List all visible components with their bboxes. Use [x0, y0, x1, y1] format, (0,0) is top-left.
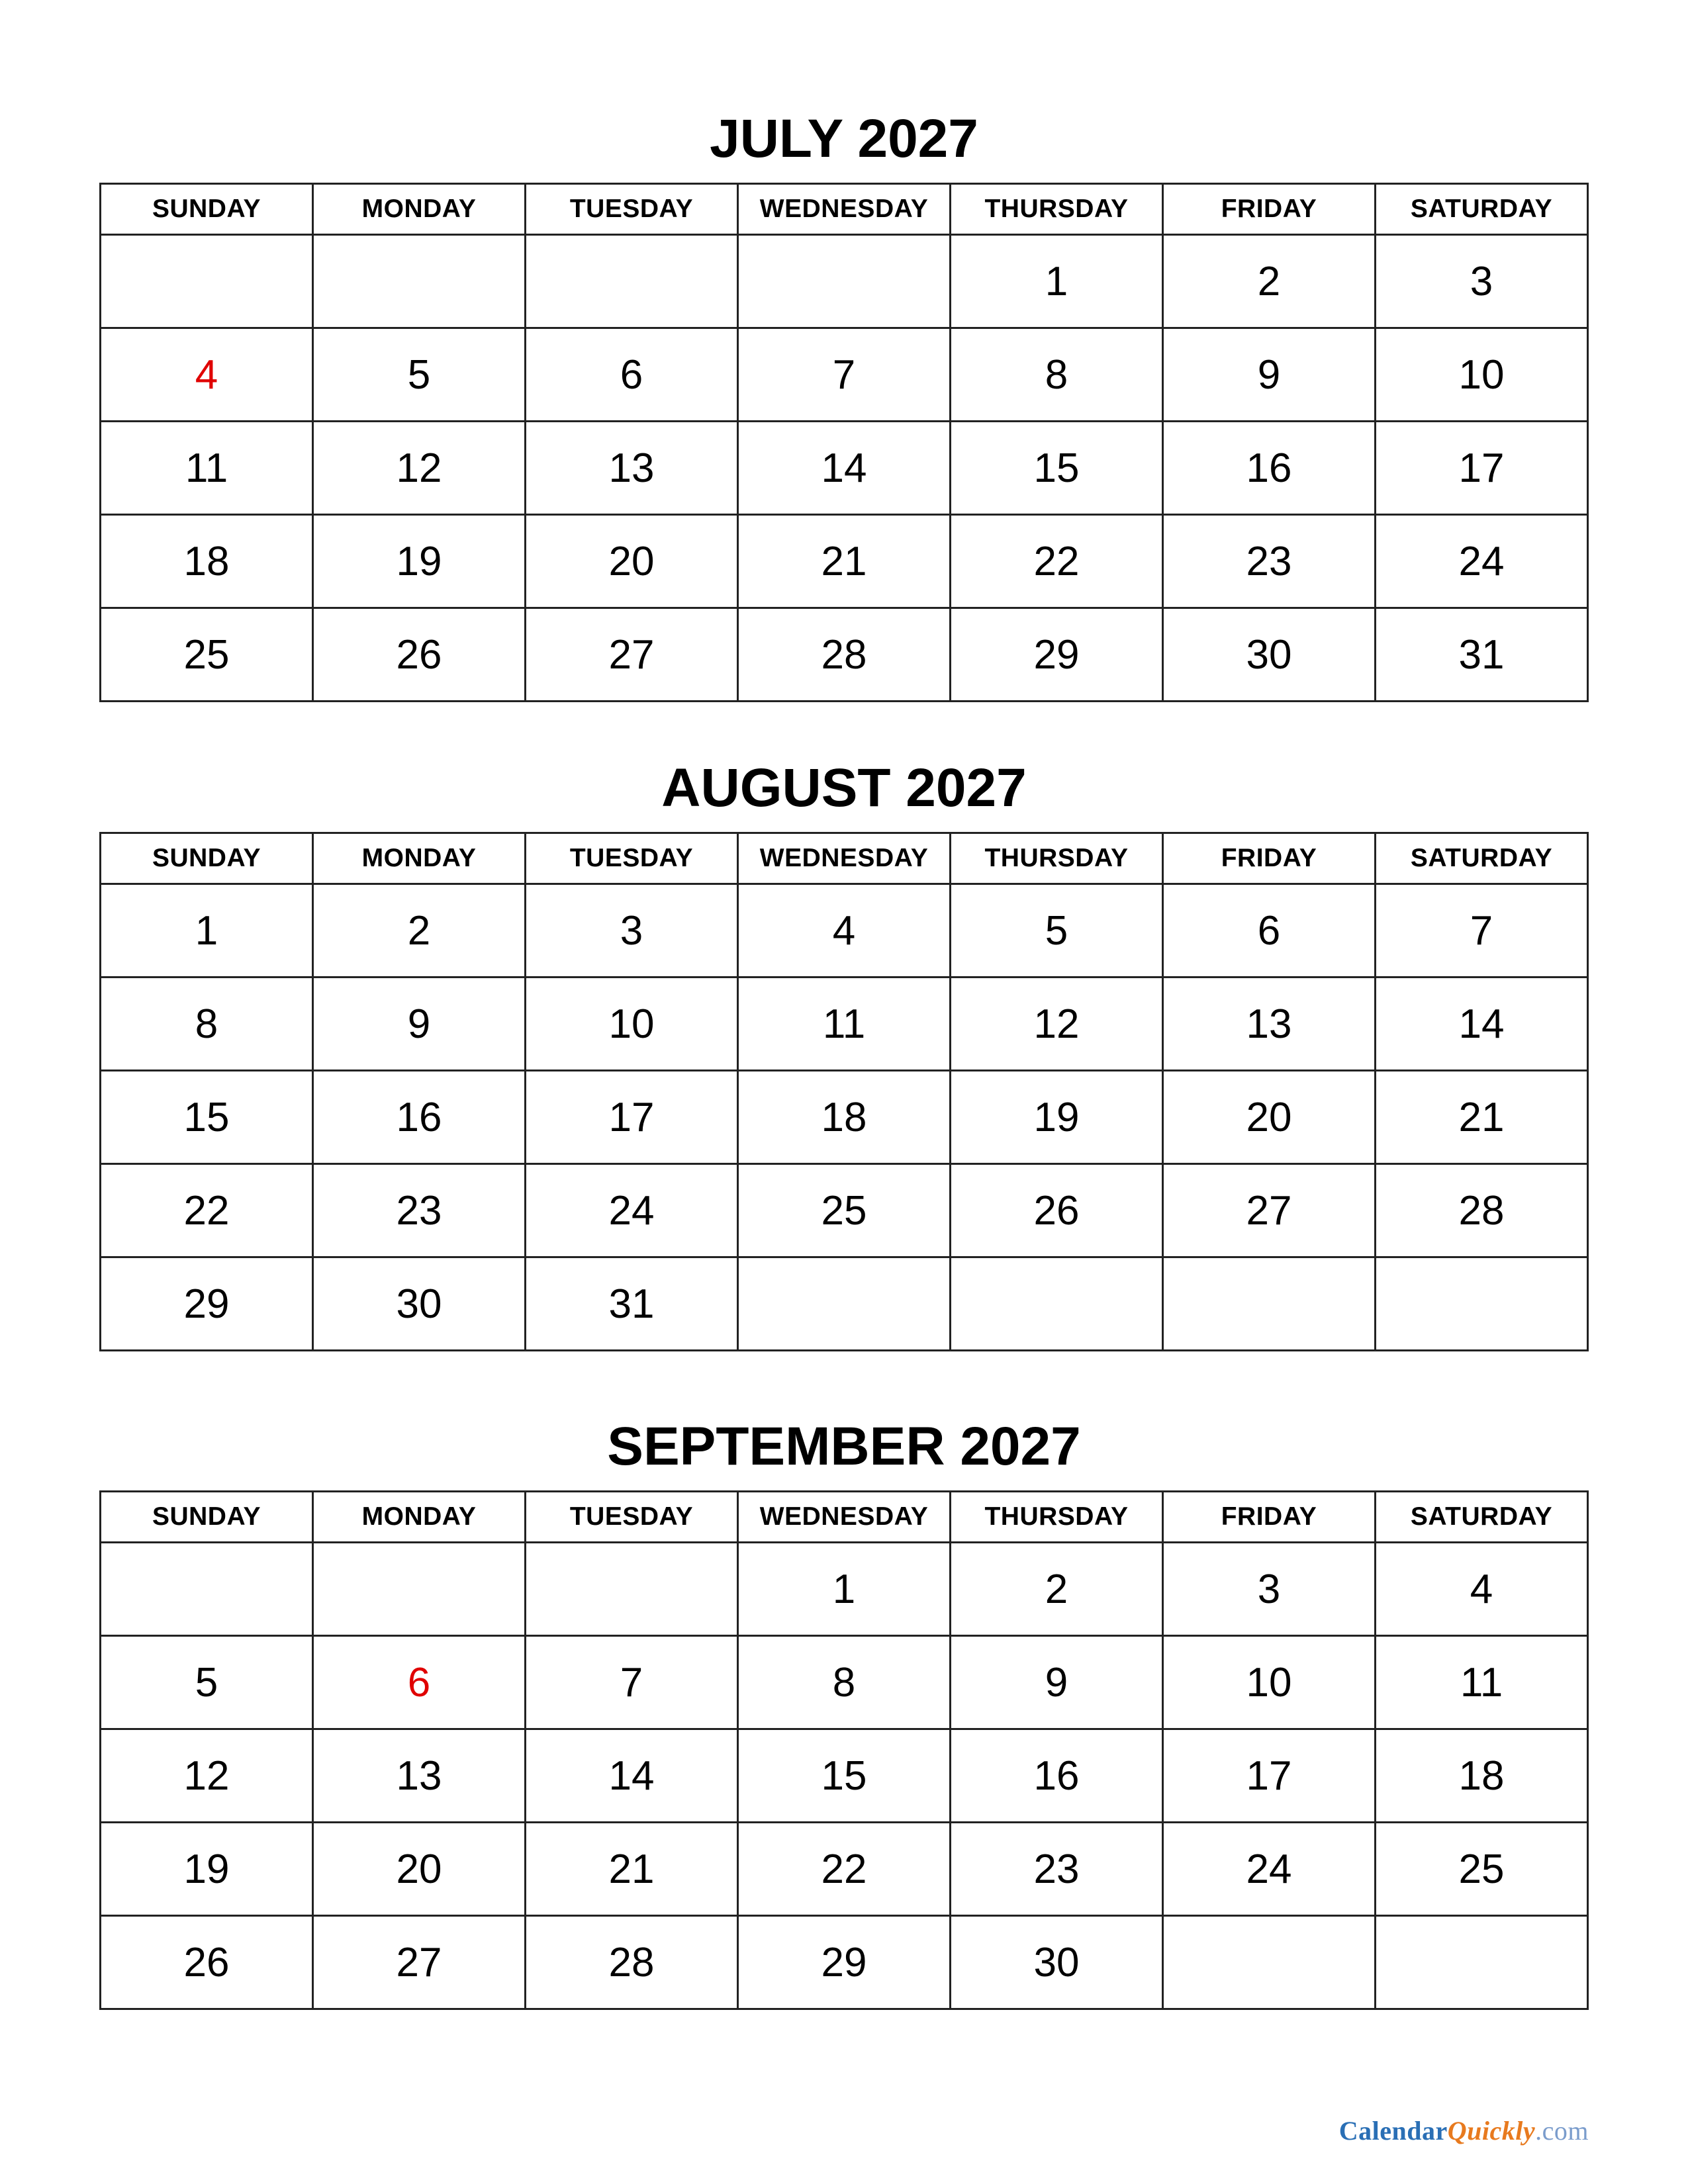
day-cell: 21 [738, 515, 951, 608]
weekday-header: FRIDAY [1163, 833, 1376, 884]
weekday-header: SATURDAY [1376, 1492, 1588, 1543]
day-cell: 27 [313, 1916, 526, 2009]
brand-part-domain: .com [1535, 2116, 1589, 2146]
weekday-header-row [101, 184, 1588, 235]
day-cell: 5 [951, 884, 1163, 978]
day-cell: 23 [313, 1164, 526, 1257]
empty-day-cell [1163, 1257, 1376, 1351]
day-cell: 16 [951, 1729, 1163, 1823]
day-cell: 26 [101, 1916, 313, 2009]
day-cell: 3 [1376, 235, 1588, 328]
day-cell: 6 [526, 328, 738, 422]
weekday-header: TUESDAY [526, 833, 738, 884]
weekday-header: SATURDAY [1376, 833, 1588, 884]
day-cell: 8 [738, 1636, 951, 1729]
month-title: AUGUST 2027 [661, 758, 1027, 818]
week-row [101, 1729, 1588, 1823]
day-cell: 4 [738, 884, 951, 978]
day-cell: 10 [1376, 328, 1588, 422]
day-cell: 8 [951, 328, 1163, 422]
day-cell: 29 [738, 1916, 951, 2009]
weekday-header: THURSDAY [951, 184, 1163, 235]
day-cell: 1 [951, 235, 1163, 328]
day-cell: 3 [1163, 1543, 1376, 1636]
day-cell: 28 [1376, 1164, 1588, 1257]
calendar-grid [99, 832, 1589, 1351]
day-cell: 12 [951, 978, 1163, 1071]
day-cell: 22 [951, 515, 1163, 608]
day-cell: 9 [313, 978, 526, 1071]
day-cell: 8 [101, 978, 313, 1071]
week-row [101, 1543, 1588, 1636]
empty-day-cell [101, 235, 313, 328]
day-cell: 24 [1163, 1823, 1376, 1916]
day-cell: 11 [1376, 1636, 1588, 1729]
day-cell: 28 [526, 1916, 738, 2009]
day-cell: 15 [738, 1729, 951, 1823]
day-cell: 29 [951, 608, 1163, 702]
week-row [101, 1916, 1588, 2009]
day-cell: 4 [1376, 1543, 1588, 1636]
day-cell: 13 [526, 422, 738, 515]
day-cell: 20 [313, 1823, 526, 1916]
day-cell: 31 [1376, 608, 1588, 702]
day-cell: 20 [1163, 1071, 1376, 1164]
day-cell: 15 [101, 1071, 313, 1164]
weekday-header: SUNDAY [101, 184, 313, 235]
day-cell: 25 [101, 608, 313, 702]
week-row [101, 1164, 1588, 1257]
weekday-header: WEDNESDAY [738, 184, 951, 235]
weekday-header: THURSDAY [951, 1492, 1163, 1543]
day-cell: 7 [526, 1636, 738, 1729]
day-cell: 14 [738, 422, 951, 515]
day-cell: 30 [313, 1257, 526, 1351]
day-cell: 3 [526, 884, 738, 978]
day-cell: 2 [313, 884, 526, 978]
weekday-header: THURSDAY [951, 833, 1163, 884]
brand-part-quickly: Quickly [1447, 2116, 1536, 2146]
day-cell: 21 [1376, 1071, 1588, 1164]
empty-day-cell [526, 1543, 738, 1636]
day-cell: 16 [313, 1071, 526, 1164]
day-cell: 29 [101, 1257, 313, 1351]
day-cell: 24 [1376, 515, 1588, 608]
weekday-header: WEDNESDAY [738, 833, 951, 884]
day-cell: 1 [101, 884, 313, 978]
brand-logo[interactable] [1339, 2115, 1589, 2146]
weekday-header: FRIDAY [1163, 1492, 1376, 1543]
day-cell: 6 [1163, 884, 1376, 978]
month-title: JULY 2027 [710, 109, 978, 169]
week-row [101, 608, 1588, 702]
week-row [101, 515, 1588, 608]
day-cell: 18 [1376, 1729, 1588, 1823]
day-cell: 13 [1163, 978, 1376, 1071]
day-cell: 19 [101, 1823, 313, 1916]
day-cell: 2 [1163, 235, 1376, 328]
day-cell: 27 [1163, 1164, 1376, 1257]
day-cell: 30 [951, 1916, 1163, 2009]
day-cell: 30 [1163, 608, 1376, 702]
week-row [101, 1823, 1588, 1916]
day-cell: 15 [951, 422, 1163, 515]
day-cell: 28 [738, 608, 951, 702]
day-cell: 21 [526, 1823, 738, 1916]
empty-day-cell [101, 1543, 313, 1636]
day-cell: 19 [951, 1071, 1163, 1164]
week-row [101, 978, 1588, 1071]
weekday-header: SUNDAY [101, 1492, 313, 1543]
day-cell: 25 [1376, 1823, 1588, 1916]
week-row [101, 235, 1588, 328]
day-cell: 26 [313, 608, 526, 702]
day-cell: 25 [738, 1164, 951, 1257]
empty-day-cell [1376, 1257, 1588, 1351]
empty-day-cell [951, 1257, 1163, 1351]
day-cell: 4 [101, 328, 313, 422]
weekday-header: MONDAY [313, 184, 526, 235]
brand-part-calendar: Calendar [1338, 2116, 1448, 2146]
day-cell: 19 [313, 515, 526, 608]
day-cell: 13 [313, 1729, 526, 1823]
weekday-header: WEDNESDAY [738, 1492, 951, 1543]
day-cell: 20 [526, 515, 738, 608]
day-cell: 9 [1163, 328, 1376, 422]
weekday-header: MONDAY [313, 833, 526, 884]
weekday-header: MONDAY [313, 1492, 526, 1543]
empty-day-cell [738, 235, 951, 328]
day-cell: 7 [1376, 884, 1588, 978]
day-cell: 1 [738, 1543, 951, 1636]
day-cell: 5 [101, 1636, 313, 1729]
week-row [101, 328, 1588, 422]
weekday-header: SATURDAY [1376, 184, 1588, 235]
empty-day-cell [1376, 1916, 1588, 2009]
empty-day-cell [526, 235, 738, 328]
day-cell: 9 [951, 1636, 1163, 1729]
calendar-grid [99, 183, 1589, 702]
day-cell: 11 [101, 422, 313, 515]
day-cell: 10 [526, 978, 738, 1071]
month-title: SEPTEMBER 2027 [607, 1416, 1081, 1477]
week-row [101, 1071, 1588, 1164]
day-cell: 22 [738, 1823, 951, 1916]
empty-day-cell [738, 1257, 951, 1351]
day-cell: 27 [526, 608, 738, 702]
week-row [101, 1257, 1588, 1351]
day-cell: 16 [1163, 422, 1376, 515]
weekday-header: TUESDAY [526, 184, 738, 235]
day-cell: 17 [526, 1071, 738, 1164]
day-cell: 14 [1376, 978, 1588, 1071]
weekday-header-row [101, 1492, 1588, 1543]
day-cell: 18 [101, 515, 313, 608]
weekday-header: SUNDAY [101, 833, 313, 884]
week-row [101, 422, 1588, 515]
week-row [101, 884, 1588, 978]
day-cell: 24 [526, 1164, 738, 1257]
week-row [101, 1636, 1588, 1729]
weekday-header: FRIDAY [1163, 184, 1376, 235]
day-cell: 2 [951, 1543, 1163, 1636]
day-cell: 10 [1163, 1636, 1376, 1729]
empty-day-cell [313, 1543, 526, 1636]
day-cell: 17 [1163, 1729, 1376, 1823]
day-cell: 5 [313, 328, 526, 422]
day-cell: 12 [101, 1729, 313, 1823]
weekday-header-row [101, 833, 1588, 884]
calendar-grid [99, 1490, 1589, 2010]
day-cell: 31 [526, 1257, 738, 1351]
day-cell: 12 [313, 422, 526, 515]
day-cell: 11 [738, 978, 951, 1071]
day-cell: 18 [738, 1071, 951, 1164]
day-cell: 26 [951, 1164, 1163, 1257]
empty-day-cell [1163, 1916, 1376, 2009]
day-cell: 6 [313, 1636, 526, 1729]
day-cell: 22 [101, 1164, 313, 1257]
weekday-header: TUESDAY [526, 1492, 738, 1543]
empty-day-cell [313, 235, 526, 328]
day-cell: 23 [951, 1823, 1163, 1916]
day-cell: 17 [1376, 422, 1588, 515]
day-cell: 14 [526, 1729, 738, 1823]
day-cell: 23 [1163, 515, 1376, 608]
day-cell: 7 [738, 328, 951, 422]
